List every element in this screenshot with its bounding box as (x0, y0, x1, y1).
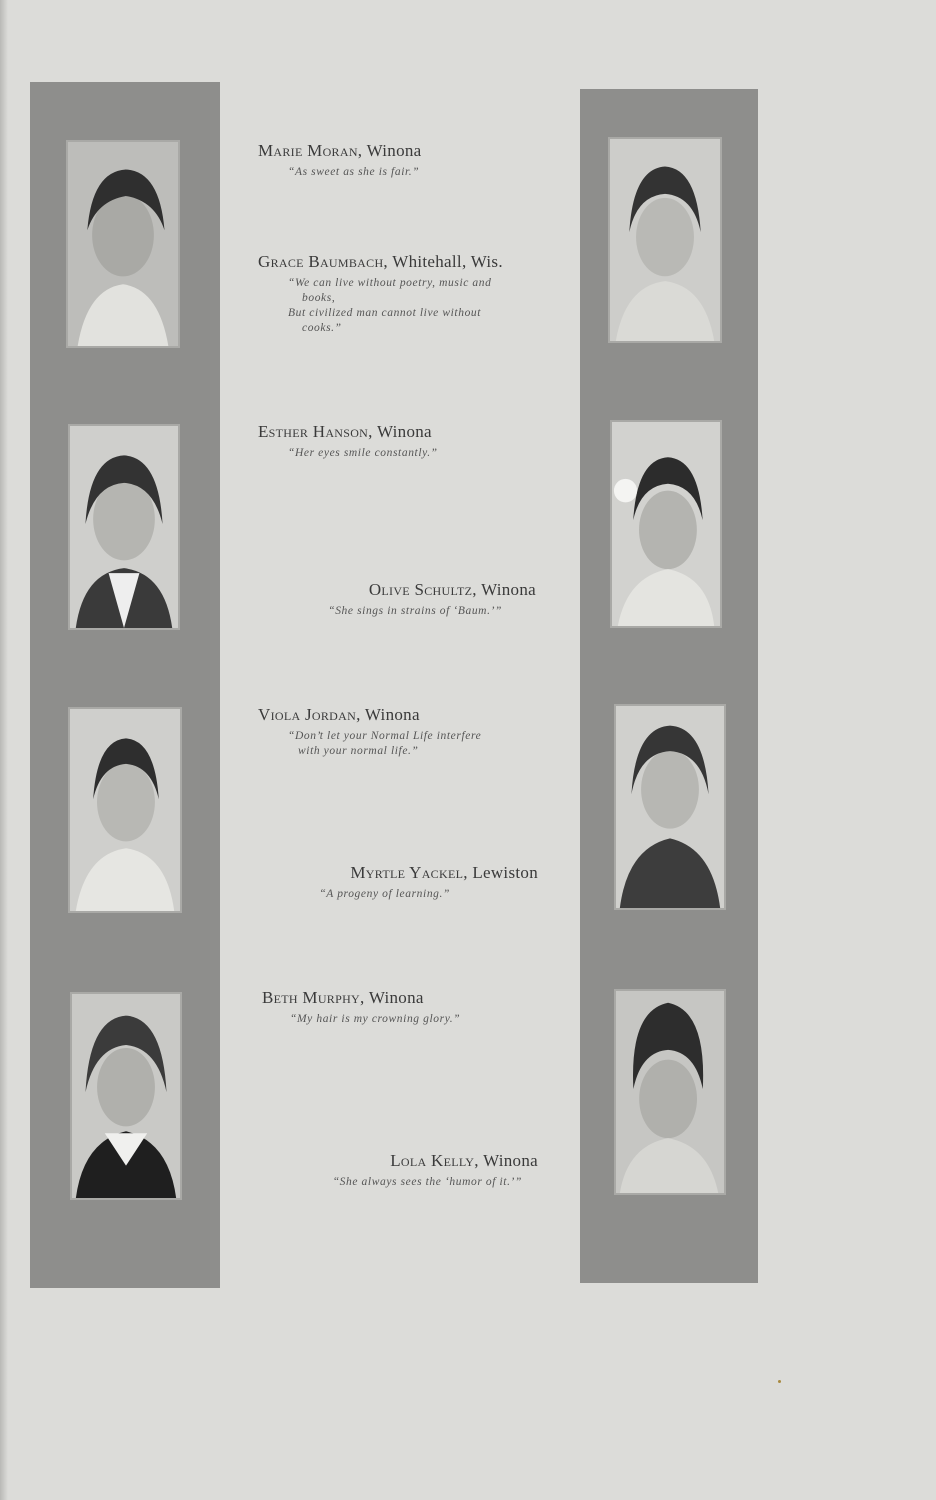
student-quote: “Her eyes smile constantly.” (288, 447, 438, 459)
student-quote: “A progeny of learning.” (319, 888, 450, 900)
quote-line: “Don’t let your Normal Life interfere (288, 730, 482, 742)
hometown-text: Whitehall, Wis. (392, 252, 503, 271)
name-text: Viola Jordan (258, 705, 357, 724)
student-name: Esther Hanson, Winona (258, 422, 432, 441)
portrait-photo-olive-schultz (610, 420, 722, 628)
student-name: Lola Kelly, Winona (390, 1151, 538, 1170)
quote-line: with your normal life.” (298, 745, 419, 757)
entry-esther-hanson (258, 422, 438, 461)
hometown-text: Winona (483, 1151, 538, 1170)
entry-grace-baumbach (258, 252, 503, 336)
student-quote: “As sweet as she is fair.” (288, 166, 420, 178)
portrait-photo-grace-baumbach (608, 137, 722, 343)
hometown-text: Winona (481, 580, 536, 599)
student-quote: “She sings in strains of ‘Baum.’” (328, 605, 502, 617)
page-edge-shadow (0, 0, 8, 1500)
portrait-photo-esther-hanson (68, 424, 180, 630)
student-name: Viola Jordan, Winona (258, 705, 420, 724)
portrait-photo-lola-kelly (614, 989, 726, 1195)
student-quote (288, 276, 503, 336)
entry-olive-schultz (260, 580, 536, 619)
portrait-photo-marie-moran (66, 140, 180, 348)
portrait-photo-viola-jordan-right (614, 704, 726, 910)
entry-marie-moran (258, 141, 422, 180)
name-text: Myrtle Yackel (350, 863, 464, 882)
quote-line: But civilized man cannot live without (288, 307, 482, 319)
portrait-photo-beth-murphy (70, 992, 182, 1200)
entry-beth-murphy (262, 988, 460, 1027)
student-name: Beth Murphy, Winona (262, 988, 424, 1007)
hometown-text: Winona (364, 705, 420, 724)
student-name: Marie Moran, Winona (258, 141, 422, 160)
student-name: Grace Baumbach, Whitehall, Wis. (258, 252, 503, 271)
student-name: Myrtle Yackel, Lewiston (350, 863, 538, 882)
name-text: Olive Schultz (368, 580, 473, 599)
entry-myrtle-yackel (262, 863, 538, 902)
name-text: Beth Murphy (262, 988, 361, 1007)
paper-speck (778, 1380, 781, 1383)
name-text: Marie Moran (258, 141, 358, 160)
hometown-text: Winona (366, 141, 422, 160)
entry-lola-kelly (262, 1151, 538, 1190)
student-quote (288, 729, 481, 759)
name-text: Lola Kelly (390, 1151, 475, 1170)
name-text: Grace Baumbach (258, 252, 384, 271)
quote-line: books, (302, 292, 336, 304)
name-text: Esther Hanson (258, 422, 369, 441)
student-name: Olive Schultz, Winona (368, 580, 536, 599)
hometown-text: Winona (368, 988, 424, 1007)
student-quote: “She always sees the ‘humor of it.’” (332, 1176, 522, 1188)
entry-viola-jordan (258, 705, 481, 759)
quote-line: cooks.” (302, 322, 342, 334)
hometown-text: Lewiston (472, 863, 538, 882)
hometown-text: Winona (376, 422, 432, 441)
quote-line: “We can live without poetry, music and (288, 277, 492, 289)
portrait-photo-viola-jordan (68, 707, 182, 913)
student-quote: “My hair is my crowning glory.” (290, 1013, 461, 1025)
